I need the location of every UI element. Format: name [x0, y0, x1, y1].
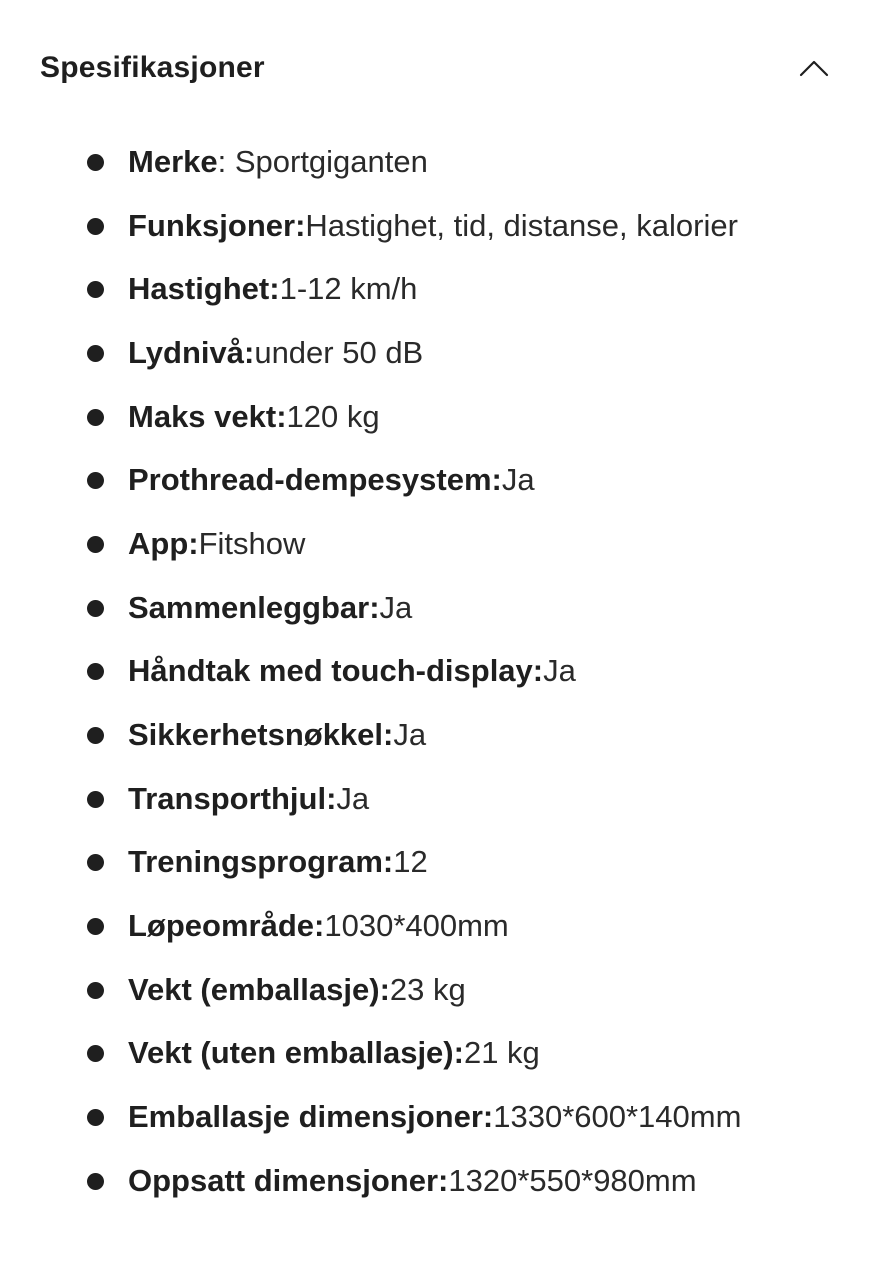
spec-label: Sikkerhetsnøkkel: [128, 717, 394, 753]
spec-value: 1320*550*980mm [448, 1162, 697, 1198]
spec-value: : Sportgiganten [217, 143, 428, 179]
bullet-icon [87, 154, 104, 171]
spec-label: App: [128, 525, 199, 561]
bullet-icon [87, 345, 104, 362]
list-item [0, 1085, 874, 1149]
spec-value: 1-12 km/h [279, 271, 418, 307]
list-item [0, 958, 874, 1022]
spec-label: Lydnivå: [128, 334, 255, 370]
list-item [0, 640, 874, 704]
spec-label: Hastighet: [128, 271, 280, 307]
spec-value: Ja [336, 780, 370, 816]
list-item [0, 194, 874, 258]
bullet-icon [87, 536, 104, 553]
bullet-icon [87, 854, 104, 871]
bullet-icon [87, 600, 104, 617]
spec-label: Vekt (uten emballasje): [128, 1035, 464, 1071]
bullet-icon [87, 918, 104, 935]
bullet-icon [87, 791, 104, 808]
spec-value: Ja [379, 589, 413, 625]
list-item [0, 894, 874, 958]
bullet-icon [87, 1045, 104, 1062]
bullet-icon [87, 281, 104, 298]
bullet-icon [87, 1109, 104, 1126]
list-item [0, 767, 874, 831]
spec-value: Ja [543, 653, 576, 689]
spec-value: 1030*400mm [324, 908, 509, 944]
list-item [0, 831, 874, 895]
spec-label: Oppsatt dimensjoner: [128, 1162, 449, 1198]
spec-label: Transporthjul: [128, 780, 337, 816]
spec-value: under 50 dB [254, 334, 424, 370]
chevron-up-icon[interactable] [796, 50, 832, 86]
list-item [0, 257, 874, 321]
list-item [0, 321, 874, 385]
spec-value: Ja [501, 462, 535, 498]
list-item [0, 385, 874, 449]
bullet-icon [87, 409, 104, 426]
bullet-icon [87, 218, 104, 235]
list-item [0, 130, 874, 194]
list-item [0, 448, 874, 512]
specifications-list [0, 130, 874, 1213]
spec-label: Merke [128, 143, 218, 179]
specifications-accordion-header[interactable] [40, 40, 834, 96]
spec-label: Håndtak med touch-display: [128, 653, 544, 689]
bullet-icon [87, 663, 104, 680]
spec-value: 12 [393, 844, 428, 880]
bullet-icon [87, 982, 104, 999]
list-item [0, 1149, 874, 1213]
section-title: Spesifikasjoner [40, 51, 265, 84]
bullet-icon [87, 1173, 104, 1190]
list-item [0, 576, 874, 640]
spec-value: 21 kg [463, 1035, 540, 1071]
spec-label: Maks vekt: [128, 398, 287, 434]
spec-label: Prothread-dempesystem: [128, 462, 502, 498]
spec-value: 1330*600*140mm [493, 1099, 742, 1135]
list-item [0, 512, 874, 576]
spec-value: 120 kg [286, 398, 380, 434]
bullet-icon [87, 727, 104, 744]
list-item [0, 1022, 874, 1086]
spec-label: Funksjoner: [128, 207, 306, 243]
bullet-icon [87, 472, 104, 489]
spec-value: Fitshow [198, 525, 306, 561]
spec-value: 23 kg [389, 971, 466, 1007]
spec-label: Treningsprogram: [128, 844, 394, 880]
spec-value: Ja [393, 717, 427, 753]
spec-label: Sammenleggbar: [128, 589, 380, 625]
spec-label: Emballasje dimensjoner: [128, 1099, 494, 1135]
spec-value: Hastighet, tid, distanse, kalorier [305, 207, 738, 243]
spec-label: Vekt (emballasje): [128, 971, 390, 1007]
list-item [0, 703, 874, 767]
spec-label: Løpeområde: [128, 908, 325, 944]
